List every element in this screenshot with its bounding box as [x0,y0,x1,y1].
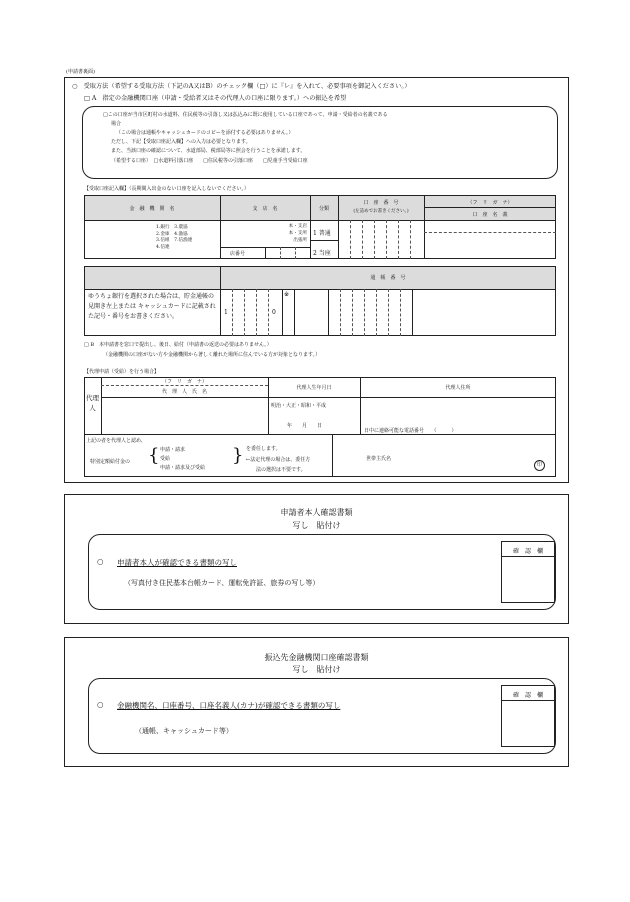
bank-docs-subtitle: 写し 貼付け [292,665,341,674]
proxy-dob-label: 代理人生年月日 [296,385,332,391]
proxy-dob-ymd: 年 月 日 [287,423,323,429]
proxy-name-label: 代 理 人 氏 名 [161,389,207,395]
id-check-label: 確 認 欄 [512,548,543,555]
col-furigana: （フ リ ガ ナ） [467,200,513,206]
bank-type-item: 1.銀行 3.農協 [156,225,188,230]
id-docs-example: （写真付き住民基本台帳カード、運転免許証、旅券の写し等） [124,579,320,587]
seal-mark: 印 [534,460,545,471]
option-a-label[interactable]: □ A 指定の金融機関口座（申請・受給者又はその代理人の口座に限ります。）への振込を希望 [84,95,347,102]
yucho-digit-1: 1 [224,309,228,316]
id-docs-subtitle: 写し 貼付け [292,521,341,530]
legal-note-line-2: 法の選択は不要です。 [256,467,306,473]
branch-type-item: 本・支所 [288,231,307,236]
proxy-address-label: 代理人住所 [445,385,471,391]
yucho-mark: ※ [284,291,290,298]
bank-docs-title: 振込先金融機関口座確認書類 [264,653,369,662]
id-docs-title: 申請者本人確認書類 [280,508,353,517]
id-docs-bracket [88,534,556,610]
notice-line-4: ただし、下記【受取口座記入欄】への入力は必要となります。 [111,139,251,145]
benefit-label: 特別定額給付金の [90,459,131,465]
bank-type-item: 4.信連 [156,244,170,250]
branch-number-label: 店番号 [230,251,246,257]
bank-type-item: 2.金庫 4.漁協 [156,231,188,237]
branch-type-item: 本・支店 [288,224,307,229]
proxy-era-options[interactable]: 明治・大正・昭和・平成 [271,403,327,409]
col-account-number: 口 座 番 号 [363,200,399,206]
bank-docs-bracket [88,678,556,754]
proxy-side-label: 代理人 [86,394,99,412]
bank-docs-example: （通帳、キャッシュカード等） [135,727,233,735]
receipt-method-title: ○ 受取方法（希望する受取方法（下記のA又はB）のチェック欄（□）に『レ』を入れて、必要事項を御記入ください。） [72,83,411,90]
notice-line-2: 場合 [111,121,122,127]
col-account-holder: 口 座 名 義 [472,212,508,218]
left-brace: { [148,445,160,466]
notice-line-1[interactable]: □この口座が当市区町村の水道料、住民税等の引落し又は払込みに既に使用している口座であって、申請・受給者の名義である [103,112,388,118]
bank-docs-item: 金融機関名、口座番号、口座名義人(カナ)が確認できる書類の写し [117,701,341,710]
proxy-phone-label: 日中に連絡可能な電話番号 （ ） [364,428,457,434]
option-b-note: （金融機関の口座がない方や金融機関から著しく離れた場所に住んでいる方が対象となります。） [103,352,321,358]
form-side-label: (申請書裏面) [66,69,95,75]
delegation-options [160,446,205,473]
id-docs-item: 申請者本人が確認できる書類の写し [117,558,237,567]
passbook-number-header: 通 帳 番 号 [370,275,406,281]
bank-type-list [156,225,192,251]
appoint-line: 上記の者を代理人と認め、 [86,438,146,444]
id-docs-item-marker: ○ [97,557,104,566]
branch-type-item: 出張所 [293,238,307,243]
yucho-note: ゆうちょ銀行を選択された場合は、貯金通帳の見開き左上または キャッシュカードに記載された記号・番号をお書きください。 [88,293,216,320]
account-section-title: 【受取口座記入欄】（長期間入出金のない口座を記入しないでください。） [84,186,250,192]
bank-docs-item-marker: ○ [97,700,104,709]
col-account-number-note: (左詰めでお書きください。) [353,209,409,214]
type-current[interactable]: 2 当座 [313,250,331,257]
col-account-type: 分類 [318,206,329,212]
option-b-label[interactable]: □ B 本申請書を窓口で提出し、後日、給付（申請書の返送の必要はありません。） [84,342,272,348]
yucho-digit-0: 0 [272,309,276,316]
delegation-option[interactable]: 申請・請求 [160,447,186,453]
right-brace: } [232,445,244,466]
notice-line-5: また、当該口座の確認について、水道部局、税部局等に照会を行うことを承諾します。 [111,148,306,154]
householder-label: 世帯主氏名 [366,456,392,462]
notice-line-3: （この場合は通帳やキャッシュカードのコピーを添付する必要はありません。） [116,130,294,136]
proxy-furigana: （フ リ ガ ナ） [161,379,207,385]
delegation-option[interactable]: 受給 [160,456,171,462]
col-branch-name: 支 店 名 [252,206,278,212]
bank-type-item: 3.信組 7.信漁連 [156,238,193,243]
bank-check-label: 確 認 欄 [512,692,543,699]
branch-type-list [281,223,307,244]
type-ordinary[interactable]: 1 普通 [313,230,331,237]
legal-note-line-1: ←法定代理の場合は、委任方 [246,457,311,463]
col-bank-name: 金 融 機 関 名 [129,206,175,212]
delegation-option[interactable]: 申請・請求及び受給 [160,465,206,471]
delegate-text: を委任します。 [246,446,281,452]
notice-line-6-account-options[interactable]: （希望する口座） □水道料引落口座 □住民税等の引落口座 □児童手当受給口座 [111,158,308,164]
proxy-section-title: 【代理申請（受給）を行う場合】 [84,369,160,375]
